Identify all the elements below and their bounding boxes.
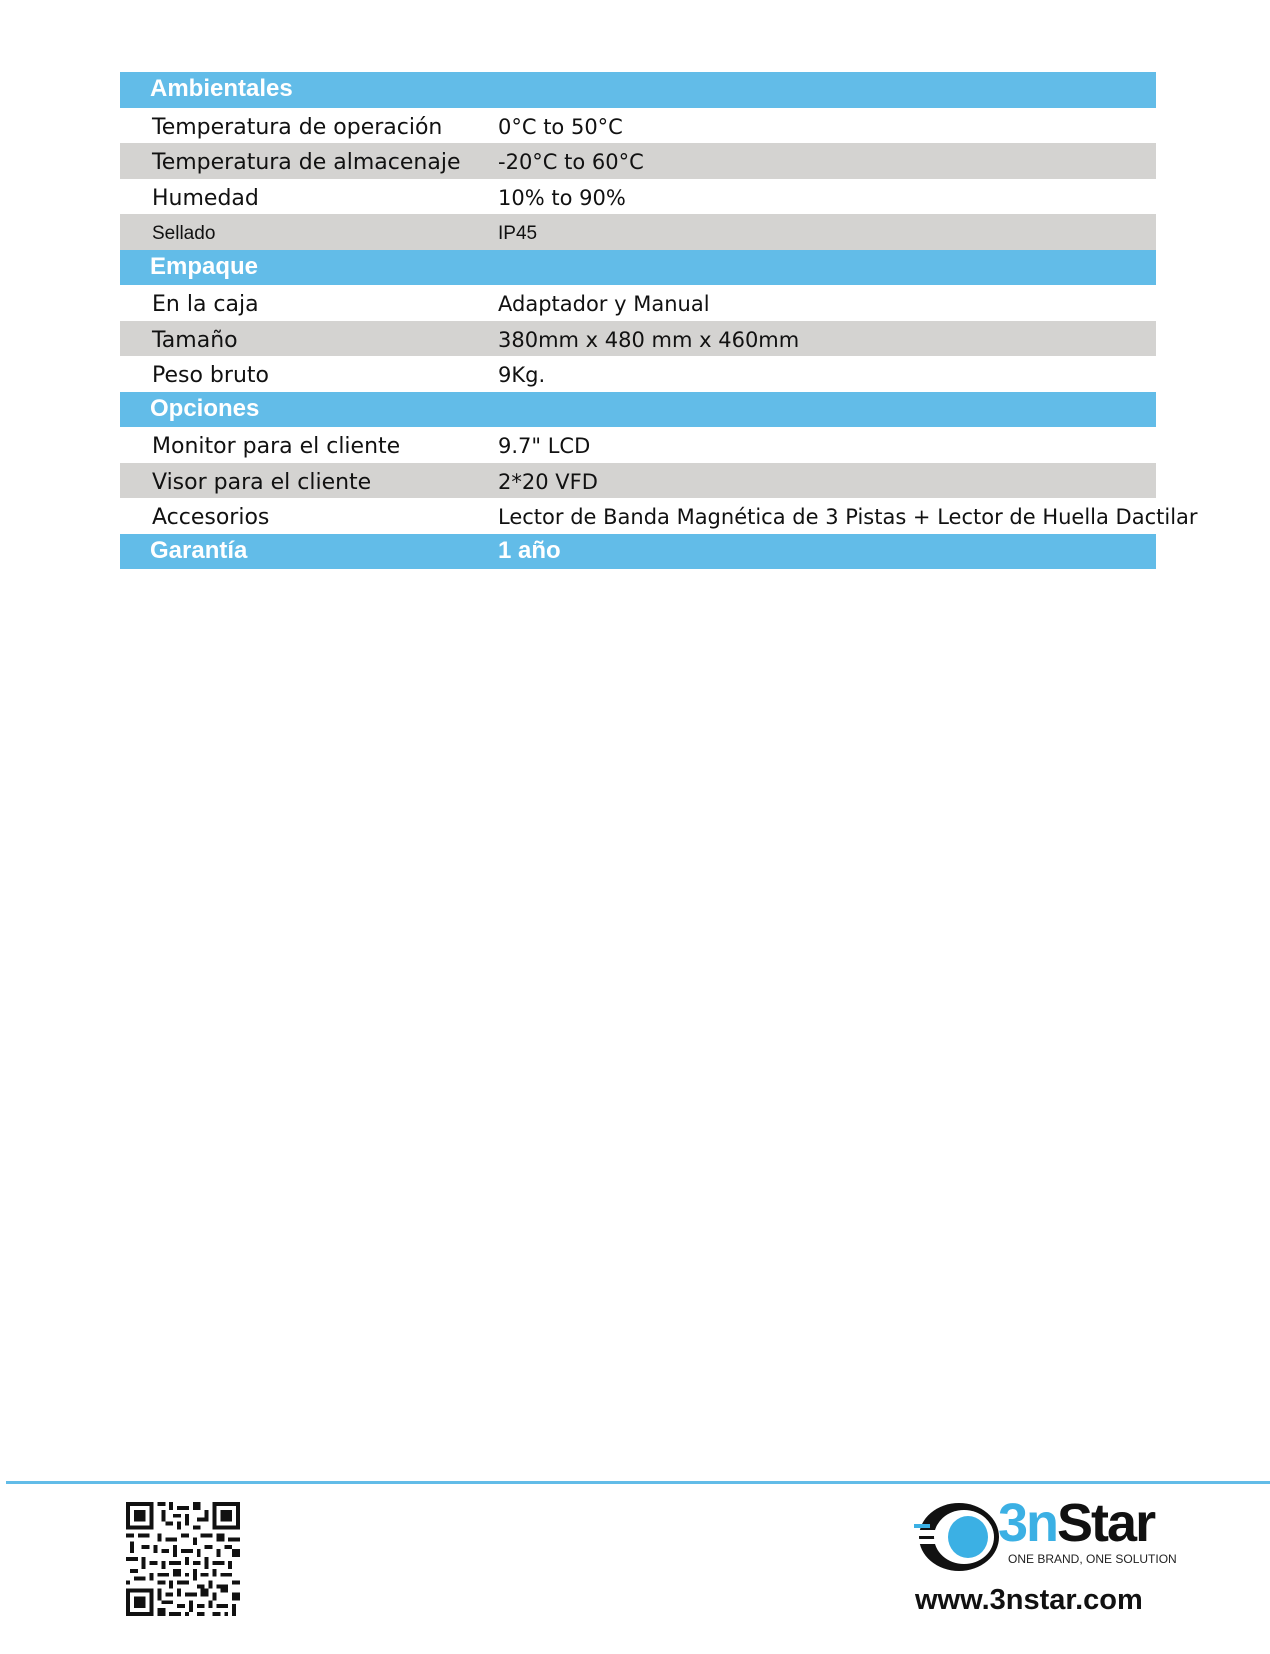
- brand-wordmark: [998, 1492, 1154, 1554]
- spec-label: Temperatura de operación: [152, 114, 443, 140]
- spec-label: Peso bruto: [152, 363, 269, 388]
- spec-value: 2*20 VFD: [498, 469, 598, 494]
- spec-value: 0°C to 50°C: [498, 114, 623, 139]
- warranty-label: Garantía: [150, 536, 248, 564]
- section-header-empaque: [120, 250, 1156, 286]
- qr-code-icon: [126, 1502, 240, 1616]
- spec-label: Humedad: [152, 185, 259, 211]
- table-row: [120, 179, 1156, 215]
- section-title: Opciones: [150, 394, 260, 422]
- warranty-value: 1 año: [498, 536, 561, 564]
- spec-table: [120, 72, 1198, 569]
- spec-value: Adaptador y Manual: [498, 292, 710, 316]
- table-row: [120, 285, 1156, 321]
- section-title: Empaque: [150, 252, 259, 280]
- table-row: [120, 427, 1156, 463]
- table-row: [120, 108, 1156, 144]
- spec-value: -20°C to 60°C: [498, 150, 644, 174]
- table-row: [120, 321, 1156, 357]
- section-header-opciones: [120, 392, 1156, 428]
- spec-value: IP45: [498, 223, 538, 244]
- brand-prefix: 3n: [998, 1493, 1058, 1553]
- spec-value: 380mm x 480 mm x 460mm: [498, 327, 800, 352]
- section-header-ambientales: [120, 72, 1156, 108]
- spec-label: En la caja: [152, 292, 259, 317]
- spec-label: Accesorios: [152, 505, 270, 530]
- spec-value: Lector de Banda Magnética de 3 Pistas + Lector de Huella Dactilar: [498, 505, 1198, 529]
- table-row: [120, 498, 1198, 534]
- footer-divider: [6, 1481, 1270, 1484]
- warranty-row: [120, 534, 1156, 570]
- table-row: [120, 463, 1156, 499]
- section-title: Ambientales: [150, 75, 293, 102]
- spec-label: Sellado: [152, 223, 216, 244]
- spec-label: Monitor para el cliente: [152, 434, 401, 459]
- brand-eye-icon: [912, 1500, 1002, 1574]
- table-row: [120, 356, 1156, 392]
- brand-tagline: ONE BRAND, ONE SOLUTION: [1008, 1552, 1177, 1566]
- spec-value: 10% to 90%: [498, 185, 626, 210]
- spec-label: Tamaño: [152, 327, 238, 353]
- table-row: [120, 143, 1156, 179]
- spec-value: 9Kg.: [498, 363, 546, 387]
- brand-logo: [912, 1493, 1177, 1578]
- table-row: [120, 214, 1156, 250]
- spec-value: 9.7" LCD: [498, 434, 591, 458]
- spec-label: Temperatura de almacenaje: [152, 150, 461, 175]
- spec-label: Visor para el cliente: [152, 469, 372, 495]
- website-link[interactable]: www.3nstar.com: [915, 1584, 1143, 1616]
- brand-suffix: Star: [1057, 1493, 1155, 1553]
